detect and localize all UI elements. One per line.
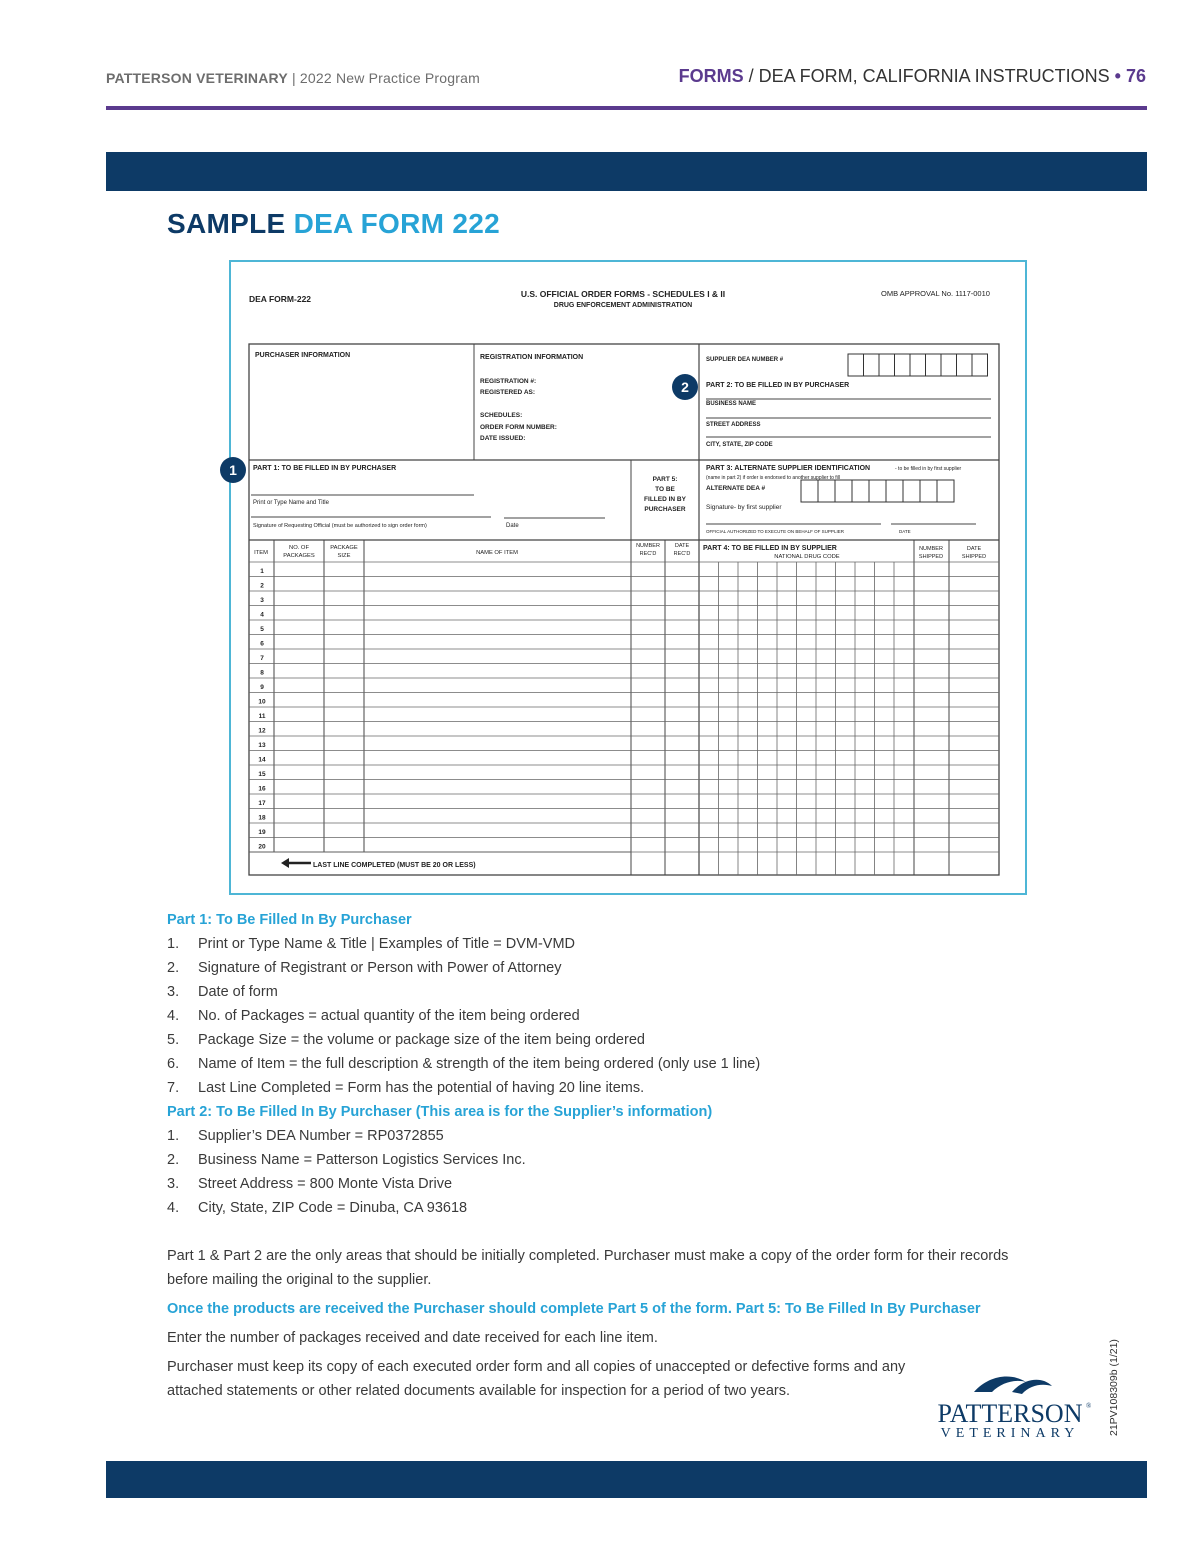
supplier-dea-box — [972, 354, 988, 376]
marker-1-icon — [220, 457, 246, 483]
supplier-dea-box — [957, 354, 973, 376]
list-item — [167, 1196, 1047, 1220]
subsection-label: / DEA FORM, CALIFORNIA INSTRUCTIONS — [743, 66, 1110, 86]
marker-1-label: 1 — [229, 462, 237, 478]
header-separator: | — [287, 70, 300, 86]
list-number: 7. — [167, 1080, 180, 1096]
logo-registered: ® — [1086, 1402, 1092, 1410]
part1-heading: Part 1: To Be Filled In By Purchaser — [167, 912, 412, 928]
alternate-dea-box — [886, 480, 903, 502]
title-part2: DEA FORM 222 — [293, 208, 500, 239]
paragraph-parts-completed: Part 1 & Part 2 are the only areas that should be initially completed. Purchaser must make a copy of the order form for their records before mailing the original to the supplier. — [167, 1248, 1009, 1288]
list-text: City, State, ZIP Code = Dinuba, CA 93618 — [198, 1200, 468, 1216]
header-rule — [106, 106, 1147, 110]
alternate-dea-box — [869, 480, 886, 502]
date-small-label: DATE — [899, 529, 911, 534]
list-item — [167, 1148, 1047, 1172]
list-text: Last Line Completed = Form has the potential of having 20 line items. — [198, 1080, 645, 1096]
list-text: Date of form — [198, 984, 278, 1000]
list-number: 6. — [167, 1056, 180, 1072]
supplier-dea-box — [895, 354, 911, 376]
registration-line: REGISTRATION #: — [480, 378, 537, 385]
part1-list — [167, 932, 1047, 1100]
list-text: Print or Type Name & Title | Examples of Title = DVM-VMD — [198, 936, 575, 952]
print-name-label: Print or Type Name and Title — [253, 500, 329, 506]
list-text: No. of Packages = actual quantity of the item being ordered — [198, 1008, 580, 1024]
paragraph-enter-packages: Enter the number of packages received and date received for each line item. — [167, 1330, 658, 1346]
form-item-number: 8 — [260, 669, 264, 677]
street-address-label: STREET ADDRESS — [706, 422, 761, 428]
part3-label: PART 3: ALTERNATE SUPPLIER IDENTIFICATION — [706, 465, 871, 472]
document-code: 21PV108309b (1/21) — [1108, 1339, 1120, 1436]
list-item — [167, 1052, 1047, 1076]
form-heading: U.S. OFFICIAL ORDER FORMS - SCHEDULES I & II — [520, 289, 726, 299]
list-item — [167, 1028, 1047, 1052]
list-item — [167, 932, 1047, 956]
supplier-dea-label: SUPPLIER DEA NUMBER # — [706, 357, 784, 363]
part5-line: FILLED IN BY — [644, 496, 686, 503]
col-date-shipped-label: DATE — [966, 546, 982, 552]
list-number: 3. — [167, 1176, 180, 1192]
supplier-dea-box — [879, 354, 895, 376]
part2-list — [167, 1124, 1047, 1220]
form-item-number: 6 — [260, 640, 264, 648]
list-item — [167, 1124, 1047, 1148]
form-item-number: 3 — [260, 596, 264, 604]
col-number-shipped-label: SHIPPED — [918, 554, 944, 560]
supplier-dea-box — [848, 354, 864, 376]
header-brand-line — [106, 70, 480, 86]
section-label: FORMS — [678, 66, 744, 86]
alternate-dea-label: ALTERNATE DEA # — [706, 485, 766, 492]
col-packages-label: PACKAGES — [283, 553, 315, 559]
logo-sub: VETERINARY — [940, 1426, 1080, 1441]
marker-2-icon — [672, 374, 698, 400]
supplier-dea-box — [910, 354, 926, 376]
part2-label: PART 2: TO BE FILLED IN BY PURCHASER — [706, 382, 850, 389]
city-state-zip-label: CITY, STATE, ZIP CODE — [706, 442, 773, 448]
col-size-label: SIZE — [337, 553, 351, 559]
col-item-label: ITEM — [254, 550, 268, 556]
registration-info-label: REGISTRATION INFORMATION — [480, 354, 584, 361]
list-text: Street Address = 800 Monte Vista Drive — [198, 1176, 453, 1192]
col-date-recd-label: REC'D — [673, 551, 691, 557]
instructions — [167, 908, 1047, 1403]
form-agency: DRUG ENFORCEMENT ADMINISTRATION — [553, 302, 693, 309]
form-item-number: 2 — [260, 582, 264, 590]
col-number-recd-label: NUMBER — [636, 543, 660, 549]
title-part1: SAMPLE — [167, 208, 294, 239]
list-text: Signature of Registrant or Person with Power of Attorney — [198, 960, 562, 976]
form-item-number: 13 — [258, 741, 266, 749]
list-number: 4. — [167, 1008, 180, 1024]
arrow-left-icon — [281, 858, 311, 868]
ndc-label: NATIONAL DRUG CODE — [774, 554, 840, 560]
form-item-number: 15 — [258, 770, 266, 778]
alternate-dea-box — [801, 480, 818, 502]
patterson-logo-drawing — [926, 1370, 1094, 1442]
brand-name: PATTERSON VETERINARY — [106, 70, 288, 86]
first-supplier-signature-label: Signature- by first supplier — [706, 504, 782, 511]
col-packages-label: NO. OF — [289, 545, 309, 551]
bottom-band — [106, 1461, 1147, 1498]
official-authorized-label: OFFICIAL AUTHORIZED TO EXECUTE ON BEHALF OF SUPPLIER — [706, 529, 844, 534]
alternate-dea-box — [920, 480, 937, 502]
dea-form-image — [229, 260, 1027, 895]
list-number: 1. — [167, 936, 180, 952]
alternate-dea-box — [903, 480, 920, 502]
supplier-dea-box — [926, 354, 942, 376]
registration-line: REGISTERED AS: — [480, 389, 536, 396]
form-item-number: 16 — [258, 785, 266, 793]
page-title — [167, 208, 500, 240]
part3-note2: (name in part 2) if order is endorsed to another supplier to fill — [706, 475, 840, 481]
paragraph-record-keeping: Purchaser must keep its copy of each executed order form and all copies of unaccepted or defective forms and any attached statements or other related documents available for inspection for a period of two years. — [167, 1359, 906, 1399]
form-item-number: 17 — [258, 799, 266, 807]
list-item — [167, 1004, 1047, 1028]
part5-line: TO BE — [655, 486, 675, 493]
col-number-recd-label: REC'D — [639, 551, 657, 557]
marker-2-label: 2 — [681, 379, 689, 395]
registration-line: ORDER FORM NUMBER: — [480, 424, 557, 431]
form-item-number: 10 — [258, 698, 266, 706]
list-number: 4. — [167, 1200, 180, 1216]
col-size-label: PACKAGE — [330, 545, 358, 551]
patterson-logo — [926, 1370, 1094, 1442]
part1-label: PART 1: TO BE FILLED IN BY PURCHASER — [253, 465, 397, 472]
form-id: DEA FORM-222 — [249, 294, 312, 304]
list-text: Package Size = the volume or package size of the item being ordered — [198, 1032, 645, 1048]
alternate-dea-box — [818, 480, 835, 502]
list-text: Name of Item = the full description & strength of the item being ordered (only use 1 line) — [198, 1056, 761, 1072]
part3-note: - to be filled in by first supplier — [895, 466, 962, 472]
registration-line: DATE ISSUED: — [480, 435, 526, 442]
alternate-dea-box — [835, 480, 852, 502]
col-name-label: NAME OF ITEM — [476, 550, 518, 556]
supplier-dea-box — [941, 354, 957, 376]
list-item — [167, 980, 1047, 1004]
dea-form-drawing — [231, 262, 1025, 893]
part5-line: PART 5: — [652, 476, 678, 483]
list-number: 1. — [167, 1128, 180, 1144]
list-number: 3. — [167, 984, 180, 1000]
list-number: 2. — [167, 1152, 180, 1168]
supplier-dea-box — [864, 354, 880, 376]
form-omb: OMB APPROVAL No. 1117-0010 — [881, 289, 990, 298]
page-number: 76 — [1125, 66, 1146, 86]
part4-label: PART 4: TO BE FILLED IN BY SUPPLIER — [703, 545, 837, 552]
form-item-number: 12 — [258, 727, 266, 735]
list-item — [167, 1076, 1047, 1100]
list-item — [167, 1172, 1047, 1196]
program-name: 2022 New Practice Program — [299, 70, 480, 86]
list-item — [167, 956, 1047, 980]
form-item-number: 1 — [260, 567, 264, 575]
list-number: 5. — [167, 1032, 180, 1048]
col-date-shipped-label: SHIPPED — [961, 554, 987, 560]
last-line-label: LAST LINE COMPLETED (MUST BE 20 OR LESS) — [313, 862, 476, 869]
form-item-number: 14 — [258, 756, 266, 764]
logo-swoosh-right — [1012, 1380, 1052, 1394]
form-item-number: 20 — [258, 843, 266, 851]
col-number-shipped-label: NUMBER — [919, 546, 943, 552]
form-item-number: 11 — [258, 712, 266, 720]
purchaser-info-label: PURCHASER INFORMATION — [255, 352, 351, 359]
col-date-recd-label: DATE — [674, 543, 690, 549]
top-band — [106, 152, 1147, 191]
logo-name: PATTERSON — [937, 1399, 1083, 1428]
spacer — [167, 1220, 1047, 1244]
form-item-number: 19 — [258, 828, 266, 836]
signature-line-label: Signature of Requesting Official (must be authorized to sign order form) — [253, 523, 427, 529]
form-item-number: 4 — [260, 611, 264, 619]
list-text: Business Name = Patterson Logistics Services Inc. — [198, 1152, 526, 1168]
bullet-separator: • — [1109, 66, 1126, 86]
part5-line: PURCHASER — [644, 506, 686, 513]
part2-heading: Part 2: To Be Filled In By Purchaser (This area is for the Supplier’s information) — [167, 1104, 713, 1120]
form-item-number: 9 — [260, 683, 264, 691]
registration-line: SCHEDULES: — [480, 412, 523, 419]
list-number: 2. — [167, 960, 180, 976]
alternate-dea-box — [852, 480, 869, 502]
business-name-label: BUSINESS NAME — [706, 401, 757, 407]
form-item-number: 5 — [260, 625, 264, 633]
part5-highlight: Once the products are received the Purchaser should complete Part 5 of the form. Part 5: To Be Filled In By Purchaser — [167, 1301, 981, 1317]
list-text: Supplier’s DEA Number = RP0372855 — [198, 1128, 444, 1144]
date-line-label: Date — [506, 523, 519, 529]
header-section-line — [679, 66, 1146, 87]
form-item-number: 18 — [258, 814, 266, 822]
form-item-number: 7 — [260, 654, 264, 662]
alternate-dea-box — [937, 480, 954, 502]
